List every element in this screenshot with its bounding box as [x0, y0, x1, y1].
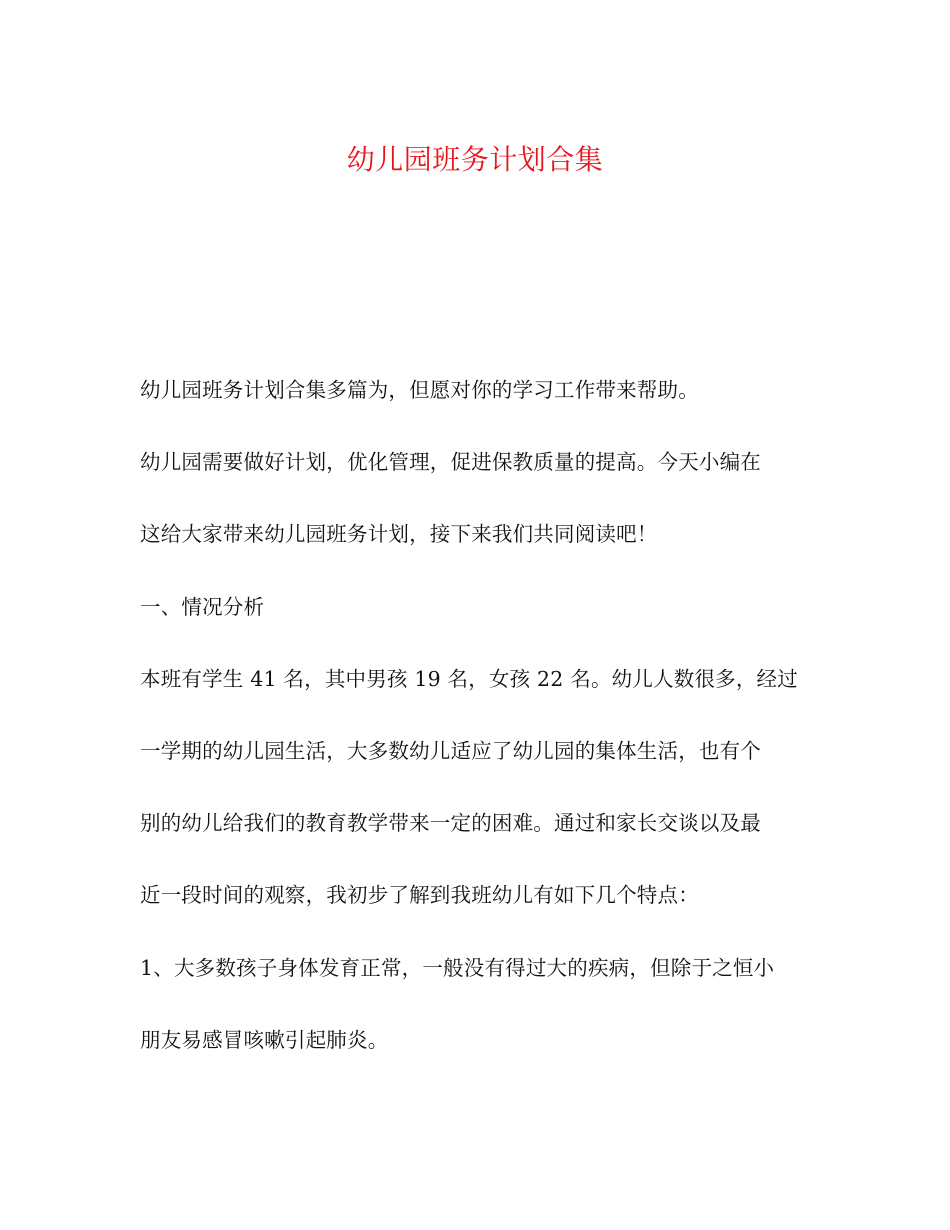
document-body — [140, 370, 820, 1092]
paragraph-line: 近一段时间的观察，我初步了解到我班幼儿有如下几个特点： — [140, 883, 699, 908]
paragraph-line: 1、大多数孩子身体发育正常，一般没有得过大的疾病，但除于之恒小 — [140, 955, 775, 980]
paragraph-line: 朋友易感冒咳嗽引起肺炎。 — [140, 1027, 389, 1052]
section-heading: 一、情况分析 — [140, 594, 265, 619]
paragraph-line: 一学期的幼儿园生活，大多数幼儿适应了幼儿园的集体生活，也有个 — [140, 738, 761, 763]
paragraph-line: 本班有学生 41 名，其中男孩 19 名，女孩 22 名。幼儿人数很多，经过 — [140, 666, 798, 691]
paragraph-line: 幼儿园班务计划合集多篇为，但愿对你的学习工作带来帮助。 — [140, 378, 699, 402]
paragraph-line: 这给大家带来幼儿园班务计划，接下来我们共同阅读吧！ — [140, 522, 658, 547]
paragraph-line: 别的幼儿给我们的教育教学带来一定的困难。通过和家长交谈以及最 — [140, 811, 761, 836]
paragraph-line: 幼儿园需要做好计划，优化管理，促进保教质量的提高。今天小编在 — [140, 450, 761, 475]
document-title: 幼儿园班务计划合集 — [346, 143, 604, 176]
